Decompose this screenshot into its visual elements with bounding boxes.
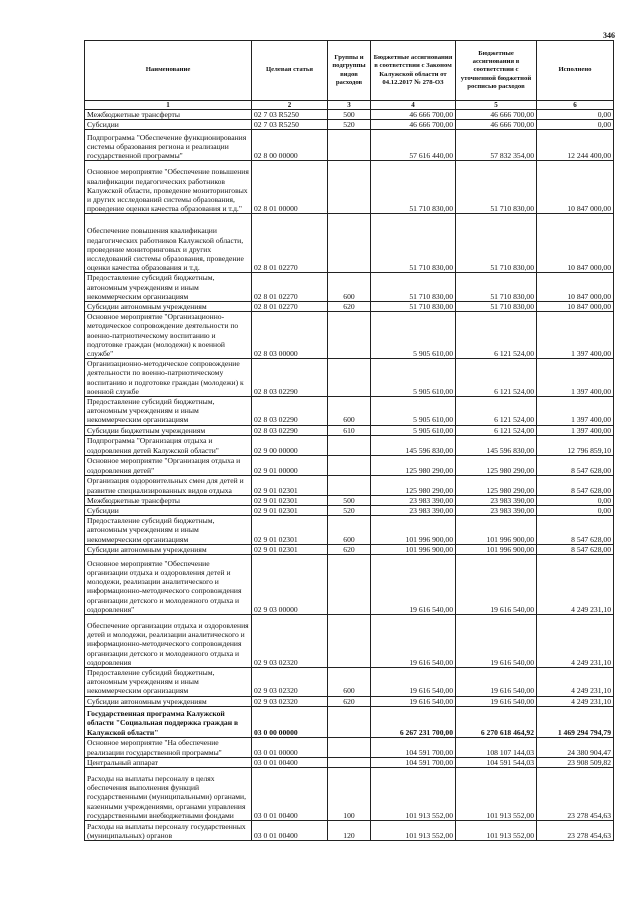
row-target-article: 02 9 01 02301 (252, 475, 328, 495)
row-name: Предоставление субсидий бюджетным, автономным учреждениям и иным некоммерческим организациям (85, 516, 252, 545)
table-row (85, 273, 614, 302)
row-law-amount: 101 913 552,00 (371, 821, 456, 841)
row-expense-group (328, 435, 371, 455)
row-revised-amount: 6 121 524,00 (456, 359, 537, 397)
table-row (85, 435, 614, 455)
row-target-article: 03 0 01 00400 (252, 821, 328, 841)
row-law-amount: 6 267 231 700,00 (371, 706, 456, 737)
row-law-amount: 51 710 830,00 (371, 214, 456, 273)
header-executed: Исполнено (537, 41, 614, 101)
row-expense-group: 620 (328, 302, 371, 312)
row-target-article: 02 8 03 02290 (252, 425, 328, 435)
row-expense-group: 600 (328, 397, 371, 426)
row-expense-group: 620 (328, 544, 371, 554)
row-target-article: 02 8 03 02290 (252, 397, 328, 426)
row-revised-amount: 46 666 700,00 (456, 120, 537, 130)
row-law-amount: 101 996 900,00 (371, 516, 456, 545)
row-executed-amount: 4 249 231,10 (537, 555, 614, 615)
row-revised-amount: 51 710 830,00 (456, 214, 537, 273)
row-target-article: 03 0 01 00000 (252, 737, 328, 757)
row-executed-amount: 8 547 628,00 (537, 544, 614, 554)
row-name: Субсидии бюджетным учреждениям (85, 425, 252, 435)
row-target-article: 03 0 01 00400 (252, 757, 328, 767)
row-revised-amount: 125 980 290,00 (456, 455, 537, 475)
row-law-amount: 5 905 610,00 (371, 359, 456, 397)
row-law-amount: 46 666 700,00 (371, 120, 456, 130)
row-executed-amount: 23 278 454,63 (537, 768, 614, 821)
row-target-article: 02 8 03 02290 (252, 359, 328, 397)
row-name: Основное мероприятие "Организация отдыха и оздоровления детей" (85, 455, 252, 475)
row-law-amount: 125 980 290,00 (371, 455, 456, 475)
row-law-amount: 19 616 540,00 (371, 615, 456, 668)
row-revised-amount: 101 913 552,00 (456, 821, 537, 841)
table-row (85, 668, 614, 697)
row-revised-amount: 19 616 540,00 (456, 696, 537, 706)
table-row (85, 214, 614, 273)
row-revised-amount: 101 913 552,00 (456, 768, 537, 821)
header-expense-group: Группы и подгруппы видов расходов (328, 41, 371, 101)
column-index: 2 (252, 101, 328, 110)
row-revised-amount: 46 666 700,00 (456, 110, 537, 120)
row-revised-amount: 19 616 540,00 (456, 555, 537, 615)
row-executed-amount: 10 847 000,00 (537, 214, 614, 273)
header-target-article: Целевая статья (252, 41, 328, 101)
row-name: Предоставление субсидий бюджетным, автономным учреждениям и иным некоммерческим организациям (85, 668, 252, 697)
row-target-article: 03 0 01 00400 (252, 768, 328, 821)
row-revised-amount: 125 980 290,00 (456, 475, 537, 495)
row-executed-amount: 8 547 628,00 (537, 475, 614, 495)
table-row (85, 302, 614, 312)
table-head (85, 41, 614, 110)
row-expense-group (328, 555, 371, 615)
row-law-amount: 145 596 830,00 (371, 435, 456, 455)
table-row (85, 161, 614, 214)
row-target-article: 02 9 01 02301 (252, 544, 328, 554)
row-expense-group (328, 455, 371, 475)
column-index: 4 (371, 101, 456, 110)
row-executed-amount: 1 397 400,00 (537, 312, 614, 359)
row-name: Основное мероприятие "Обеспечение повышения квалификации педагогических работников Калужской области, проведение мониторинговых и других исследований системы образования, проведение оценки качества образования и т.д." (85, 161, 252, 214)
row-law-amount: 51 710 830,00 (371, 302, 456, 312)
row-law-amount: 125 980 290,00 (371, 475, 456, 495)
column-index: 6 (537, 101, 614, 110)
row-law-amount: 51 710 830,00 (371, 161, 456, 214)
row-name: Субсидии (85, 120, 252, 130)
row-executed-amount: 10 847 000,00 (537, 161, 614, 214)
table-row (85, 312, 614, 359)
row-name: Расходы на выплаты персоналу в целях обеспечения выполнения функций государственными (муниципальными) органами, казенными учреждениями, органами управления государственными внебюджетными фондами (85, 768, 252, 821)
row-name: Организационно-методическое сопровождение деятельности по военно-патриотическому воспитанию и подготовке граждан (молодежи) к военной службе (85, 359, 252, 397)
header-law-allocations: Бюджетные ассигнования в соответствии с Законом Калужской области от 04.12.2017 № 278-ОЗ (371, 41, 456, 101)
row-name: Подпрограмма "Обеспечение функционирования системы образования региона и реализации государственной программы" (85, 130, 252, 161)
row-law-amount: 23 983 390,00 (371, 506, 456, 516)
table-row (85, 615, 614, 668)
table-row (85, 425, 614, 435)
row-target-article: 02 9 03 00000 (252, 555, 328, 615)
row-expense-group: 520 (328, 120, 371, 130)
row-law-amount: 19 616 540,00 (371, 555, 456, 615)
row-expense-group: 600 (328, 668, 371, 697)
row-expense-group (328, 737, 371, 757)
column-index-row (85, 101, 614, 110)
row-revised-amount: 19 616 540,00 (456, 615, 537, 668)
row-executed-amount: 10 847 000,00 (537, 273, 614, 302)
table-row (85, 544, 614, 554)
row-expense-group (328, 161, 371, 214)
row-law-amount: 101 996 900,00 (371, 544, 456, 554)
row-target-article: 02 9 01 00000 (252, 455, 328, 475)
table-row (85, 516, 614, 545)
row-revised-amount: 6 121 524,00 (456, 397, 537, 426)
row-executed-amount: 8 547 628,00 (537, 516, 614, 545)
row-executed-amount: 1 469 294 794,79 (537, 706, 614, 737)
row-law-amount: 51 710 830,00 (371, 273, 456, 302)
row-revised-amount: 6 270 618 464,92 (456, 706, 537, 737)
row-target-article: 02 9 03 02320 (252, 668, 328, 697)
row-expense-group: 520 (328, 506, 371, 516)
table-row (85, 506, 614, 516)
row-revised-amount: 51 710 830,00 (456, 302, 537, 312)
row-target-article: 03 0 00 00000 (252, 706, 328, 737)
row-target-article: 02 9 03 02320 (252, 696, 328, 706)
row-revised-amount: 101 996 900,00 (456, 544, 537, 554)
table-row (85, 737, 614, 757)
table-row (85, 130, 614, 161)
row-target-article: 02 9 01 02301 (252, 506, 328, 516)
row-name: Центральный аппарат (85, 757, 252, 767)
row-target-article: 02 9 00 00000 (252, 435, 328, 455)
table-row (85, 706, 614, 737)
table-row (85, 455, 614, 475)
row-law-amount: 46 666 700,00 (371, 110, 456, 120)
row-target-article: 02 9 01 02301 (252, 516, 328, 545)
row-revised-amount: 6 121 524,00 (456, 312, 537, 359)
table-row (85, 757, 614, 767)
budget-table (84, 40, 614, 841)
row-expense-group: 620 (328, 696, 371, 706)
table-row (85, 495, 614, 505)
row-executed-amount: 1 397 400,00 (537, 425, 614, 435)
row-target-article: 02 8 03 00000 (252, 312, 328, 359)
table-row (85, 120, 614, 130)
row-revised-amount: 57 832 354,00 (456, 130, 537, 161)
row-name: Субсидии автономным учреждениям (85, 544, 252, 554)
row-expense-group: 610 (328, 425, 371, 435)
row-revised-amount: 23 983 390,00 (456, 495, 537, 505)
row-name: Основное мероприятие "На обеспечение реализации государственной программы" (85, 737, 252, 757)
table-row (85, 359, 614, 397)
page-number: 346 (603, 31, 615, 40)
row-expense-group: 600 (328, 516, 371, 545)
row-law-amount: 5 905 610,00 (371, 312, 456, 359)
header-row (85, 41, 614, 101)
row-name: Предоставление субсидий бюджетным, автономным учреждениям и иным некоммерческим организациям (85, 273, 252, 302)
row-expense-group: 600 (328, 273, 371, 302)
row-name: Межбюджетные трансферты (85, 495, 252, 505)
table-row (85, 475, 614, 495)
row-target-article: 02 9 01 02301 (252, 495, 328, 505)
row-name: Основное мероприятие "Обеспечение организации отдыха и оздоровления детей и молодежи, реализации аналитического и информационно-методического сопровождения организации детского и молодежного отдыха и оздоровления" (85, 555, 252, 615)
row-expense-group (328, 706, 371, 737)
row-name: Субсидии (85, 506, 252, 516)
row-expense-group: 500 (328, 110, 371, 120)
row-name: Обеспечение организации отдыха и оздоровления детей и молодежи, реализации аналитического и информационно-методического сопровождения организации детского и молодежного отдыха и оздоровления (85, 615, 252, 668)
row-law-amount: 101 913 552,00 (371, 768, 456, 821)
row-revised-amount: 108 107 144,03 (456, 737, 537, 757)
row-expense-group (328, 214, 371, 273)
column-index: 1 (85, 101, 252, 110)
row-target-article: 02 8 01 02270 (252, 302, 328, 312)
row-target-article: 02 7 03 R5250 (252, 120, 328, 130)
row-name: Организация оздоровительных смен для детей и развитие специализированных видов отдыха (85, 475, 252, 495)
row-executed-amount: 0,00 (537, 506, 614, 516)
row-name: Обеспечение повышения квалификации педагогических работников Калужской области, проведение мониторинговых и других исследований системы образования, проведение оценки качества образования и т.д. (85, 214, 252, 273)
row-name: Субсидии автономным учреждениям (85, 696, 252, 706)
header-revised-allocations: Бюджетные ассигнования в соответствии с уточненной бюджетной росписью расходов (456, 41, 537, 101)
row-expense-group (328, 615, 371, 668)
row-expense-group (328, 757, 371, 767)
row-expense-group (328, 359, 371, 397)
row-executed-amount: 0,00 (537, 120, 614, 130)
row-revised-amount: 6 121 524,00 (456, 425, 537, 435)
row-name: Основное мероприятие "Организационно-методическое сопровождение деятельности по военно-патриотическому воспитанию и подготовке граждан (молодежи) к военной службе" (85, 312, 252, 359)
row-revised-amount: 19 616 540,00 (456, 668, 537, 697)
row-executed-amount: 0,00 (537, 495, 614, 505)
row-executed-amount: 12 796 859,10 (537, 435, 614, 455)
row-executed-amount: 23 908 509,82 (537, 757, 614, 767)
row-law-amount: 5 905 610,00 (371, 397, 456, 426)
table-row (85, 110, 614, 120)
table-row (85, 768, 614, 821)
row-target-article: 02 8 01 02270 (252, 273, 328, 302)
row-executed-amount: 4 249 231,10 (537, 696, 614, 706)
row-name: Субсидии автономным учреждениям (85, 302, 252, 312)
row-target-article: 02 8 01 02270 (252, 214, 328, 273)
row-expense-group: 120 (328, 821, 371, 841)
row-law-amount: 104 591 700,00 (371, 737, 456, 757)
row-law-amount: 104 591 700,00 (371, 757, 456, 767)
row-law-amount: 23 983 390,00 (371, 495, 456, 505)
table-row (85, 821, 614, 841)
row-expense-group: 100 (328, 768, 371, 821)
row-name: Межбюджетные трансферты (85, 110, 252, 120)
row-executed-amount: 0,00 (537, 110, 614, 120)
row-expense-group (328, 130, 371, 161)
row-executed-amount: 4 249 231,10 (537, 615, 614, 668)
row-target-article: 02 8 00 00000 (252, 130, 328, 161)
column-index: 3 (328, 101, 371, 110)
row-revised-amount: 101 996 900,00 (456, 516, 537, 545)
table-row (85, 397, 614, 426)
row-name: Предоставление субсидий бюджетным, автономным учреждениям и иным некоммерческим организациям (85, 397, 252, 426)
row-expense-group (328, 312, 371, 359)
row-revised-amount: 51 710 830,00 (456, 273, 537, 302)
row-law-amount: 5 905 610,00 (371, 425, 456, 435)
row-name: Подпрограмма "Организация отдыха и оздоровления детей Калужской области" (85, 435, 252, 455)
row-expense-group: 500 (328, 495, 371, 505)
row-target-article: 02 7 03 R5250 (252, 110, 328, 120)
row-executed-amount: 24 380 904,47 (537, 737, 614, 757)
row-revised-amount: 23 983 390,00 (456, 506, 537, 516)
row-executed-amount: 12 244 400,00 (537, 130, 614, 161)
header-name: Наименование (85, 41, 252, 101)
row-law-amount: 19 616 540,00 (371, 668, 456, 697)
table-body (85, 110, 614, 841)
row-executed-amount: 8 547 628,00 (537, 455, 614, 475)
row-expense-group (328, 475, 371, 495)
row-target-article: 02 8 01 00000 (252, 161, 328, 214)
row-executed-amount: 1 397 400,00 (537, 397, 614, 426)
row-name: Расходы на выплаты персоналу государственных (муниципальных) органов (85, 821, 252, 841)
row-executed-amount: 1 397 400,00 (537, 359, 614, 397)
table-row (85, 696, 614, 706)
row-executed-amount: 10 847 000,00 (537, 302, 614, 312)
column-index: 5 (456, 101, 537, 110)
row-law-amount: 19 616 540,00 (371, 696, 456, 706)
row-law-amount: 57 616 440,00 (371, 130, 456, 161)
row-executed-amount: 23 278 454,63 (537, 821, 614, 841)
row-name: Государственная программа Калужской области "Социальная поддержка граждан в Калужской области" (85, 706, 252, 737)
row-revised-amount: 145 596 830,00 (456, 435, 537, 455)
table-row (85, 555, 614, 615)
row-revised-amount: 104 591 544,03 (456, 757, 537, 767)
row-target-article: 02 9 03 02320 (252, 615, 328, 668)
row-executed-amount: 4 249 231,10 (537, 668, 614, 697)
row-revised-amount: 51 710 830,00 (456, 161, 537, 214)
